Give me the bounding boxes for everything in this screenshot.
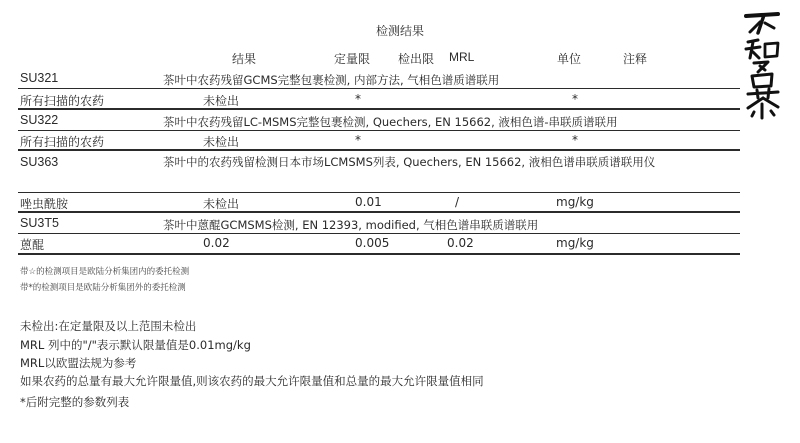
result-value: 未检出 — [203, 94, 240, 108]
header-loq: 定量限 — [334, 52, 371, 66]
section-description: 茶叶中农药残留GCMS完整包裹检测, 内部方法, 气相色谱质谱联用 — [163, 73, 500, 87]
result-value: 未检出 — [203, 197, 240, 211]
table-bottom-rule — [18, 253, 740, 255]
loq-value: * — [355, 92, 361, 106]
row-divider — [18, 88, 740, 89]
footnote: *后附完整的参数列表 — [20, 395, 130, 409]
result-value: 0.02 — [203, 236, 230, 250]
section-description: 茶叶中的农药残留检测日本市场LCMSMS列表, Quechers, EN 15662, 液相色谱串联质谱联用仪 — [163, 155, 656, 169]
loq-value: 0.01 — [355, 195, 382, 209]
footnote: 如果农药的总量有最大允许限量值,则该农药的最大允许限量值和总量的最大允许限量值相同 — [20, 374, 484, 388]
section-divider — [18, 108, 740, 110]
analyte-name: 所有扫描的农药 — [20, 135, 105, 149]
section-description: 茶叶中蒽醌GCMSMS检测, EN 12393, modified, 气相色谱串联质谱联用 — [163, 218, 539, 232]
lod-value: / — [455, 195, 460, 209]
section-divider — [18, 211, 740, 213]
analyte-name: 蒽醌 — [20, 238, 45, 252]
footnote: MRL以欧盟法规为参考 — [20, 356, 137, 370]
external-subcontract-note: 带*的检测项目是欧陆分析集团外的委托检测 — [20, 283, 186, 293]
result-value: 未检出 — [203, 135, 240, 149]
footnote: MRL 列中的"/"表示默认限量值是0.01mg/kg — [20, 338, 251, 352]
lod-value: 0.02 — [447, 236, 474, 250]
header-lod: 检出限 — [398, 52, 435, 66]
loq-value: 0.005 — [355, 236, 390, 250]
unit-value: mg/kg — [556, 195, 594, 209]
header-unit: 单位 — [557, 52, 582, 66]
internal-subcontract-note: 带☆的检测项目是欧陆分析集团内的委托检测 — [20, 267, 190, 277]
section-code: SU322 — [20, 113, 59, 127]
analyte-name: 唑虫酰胺 — [20, 197, 69, 211]
header-mrl: MRL — [449, 50, 475, 64]
analyte-name: 所有扫描的农药 — [20, 94, 105, 108]
unit-value: * — [572, 133, 578, 147]
header-note: 注释 — [623, 52, 648, 66]
calligraphy-logo — [738, 6, 788, 121]
section-code: SU3T5 — [20, 216, 59, 230]
unit-value: mg/kg — [556, 236, 594, 250]
section-code: SU321 — [20, 71, 59, 85]
row-divider — [18, 192, 740, 193]
row-divider — [18, 233, 740, 234]
report-title: 检测结果 — [376, 24, 425, 38]
section-description: 茶叶中农药残留LC-MSMS完整包裹检测, Quechers, EN 15662, 液相色谱-串联质谱联用 — [163, 115, 618, 129]
section-code: SU363 — [20, 155, 59, 169]
footnote: 未检出:在定量限及以上范围未检出 — [20, 319, 197, 333]
row-divider — [18, 130, 740, 131]
header-result: 结果 — [232, 52, 257, 66]
unit-value: * — [572, 92, 578, 106]
loq-value: * — [355, 133, 361, 147]
section-divider — [18, 149, 740, 151]
